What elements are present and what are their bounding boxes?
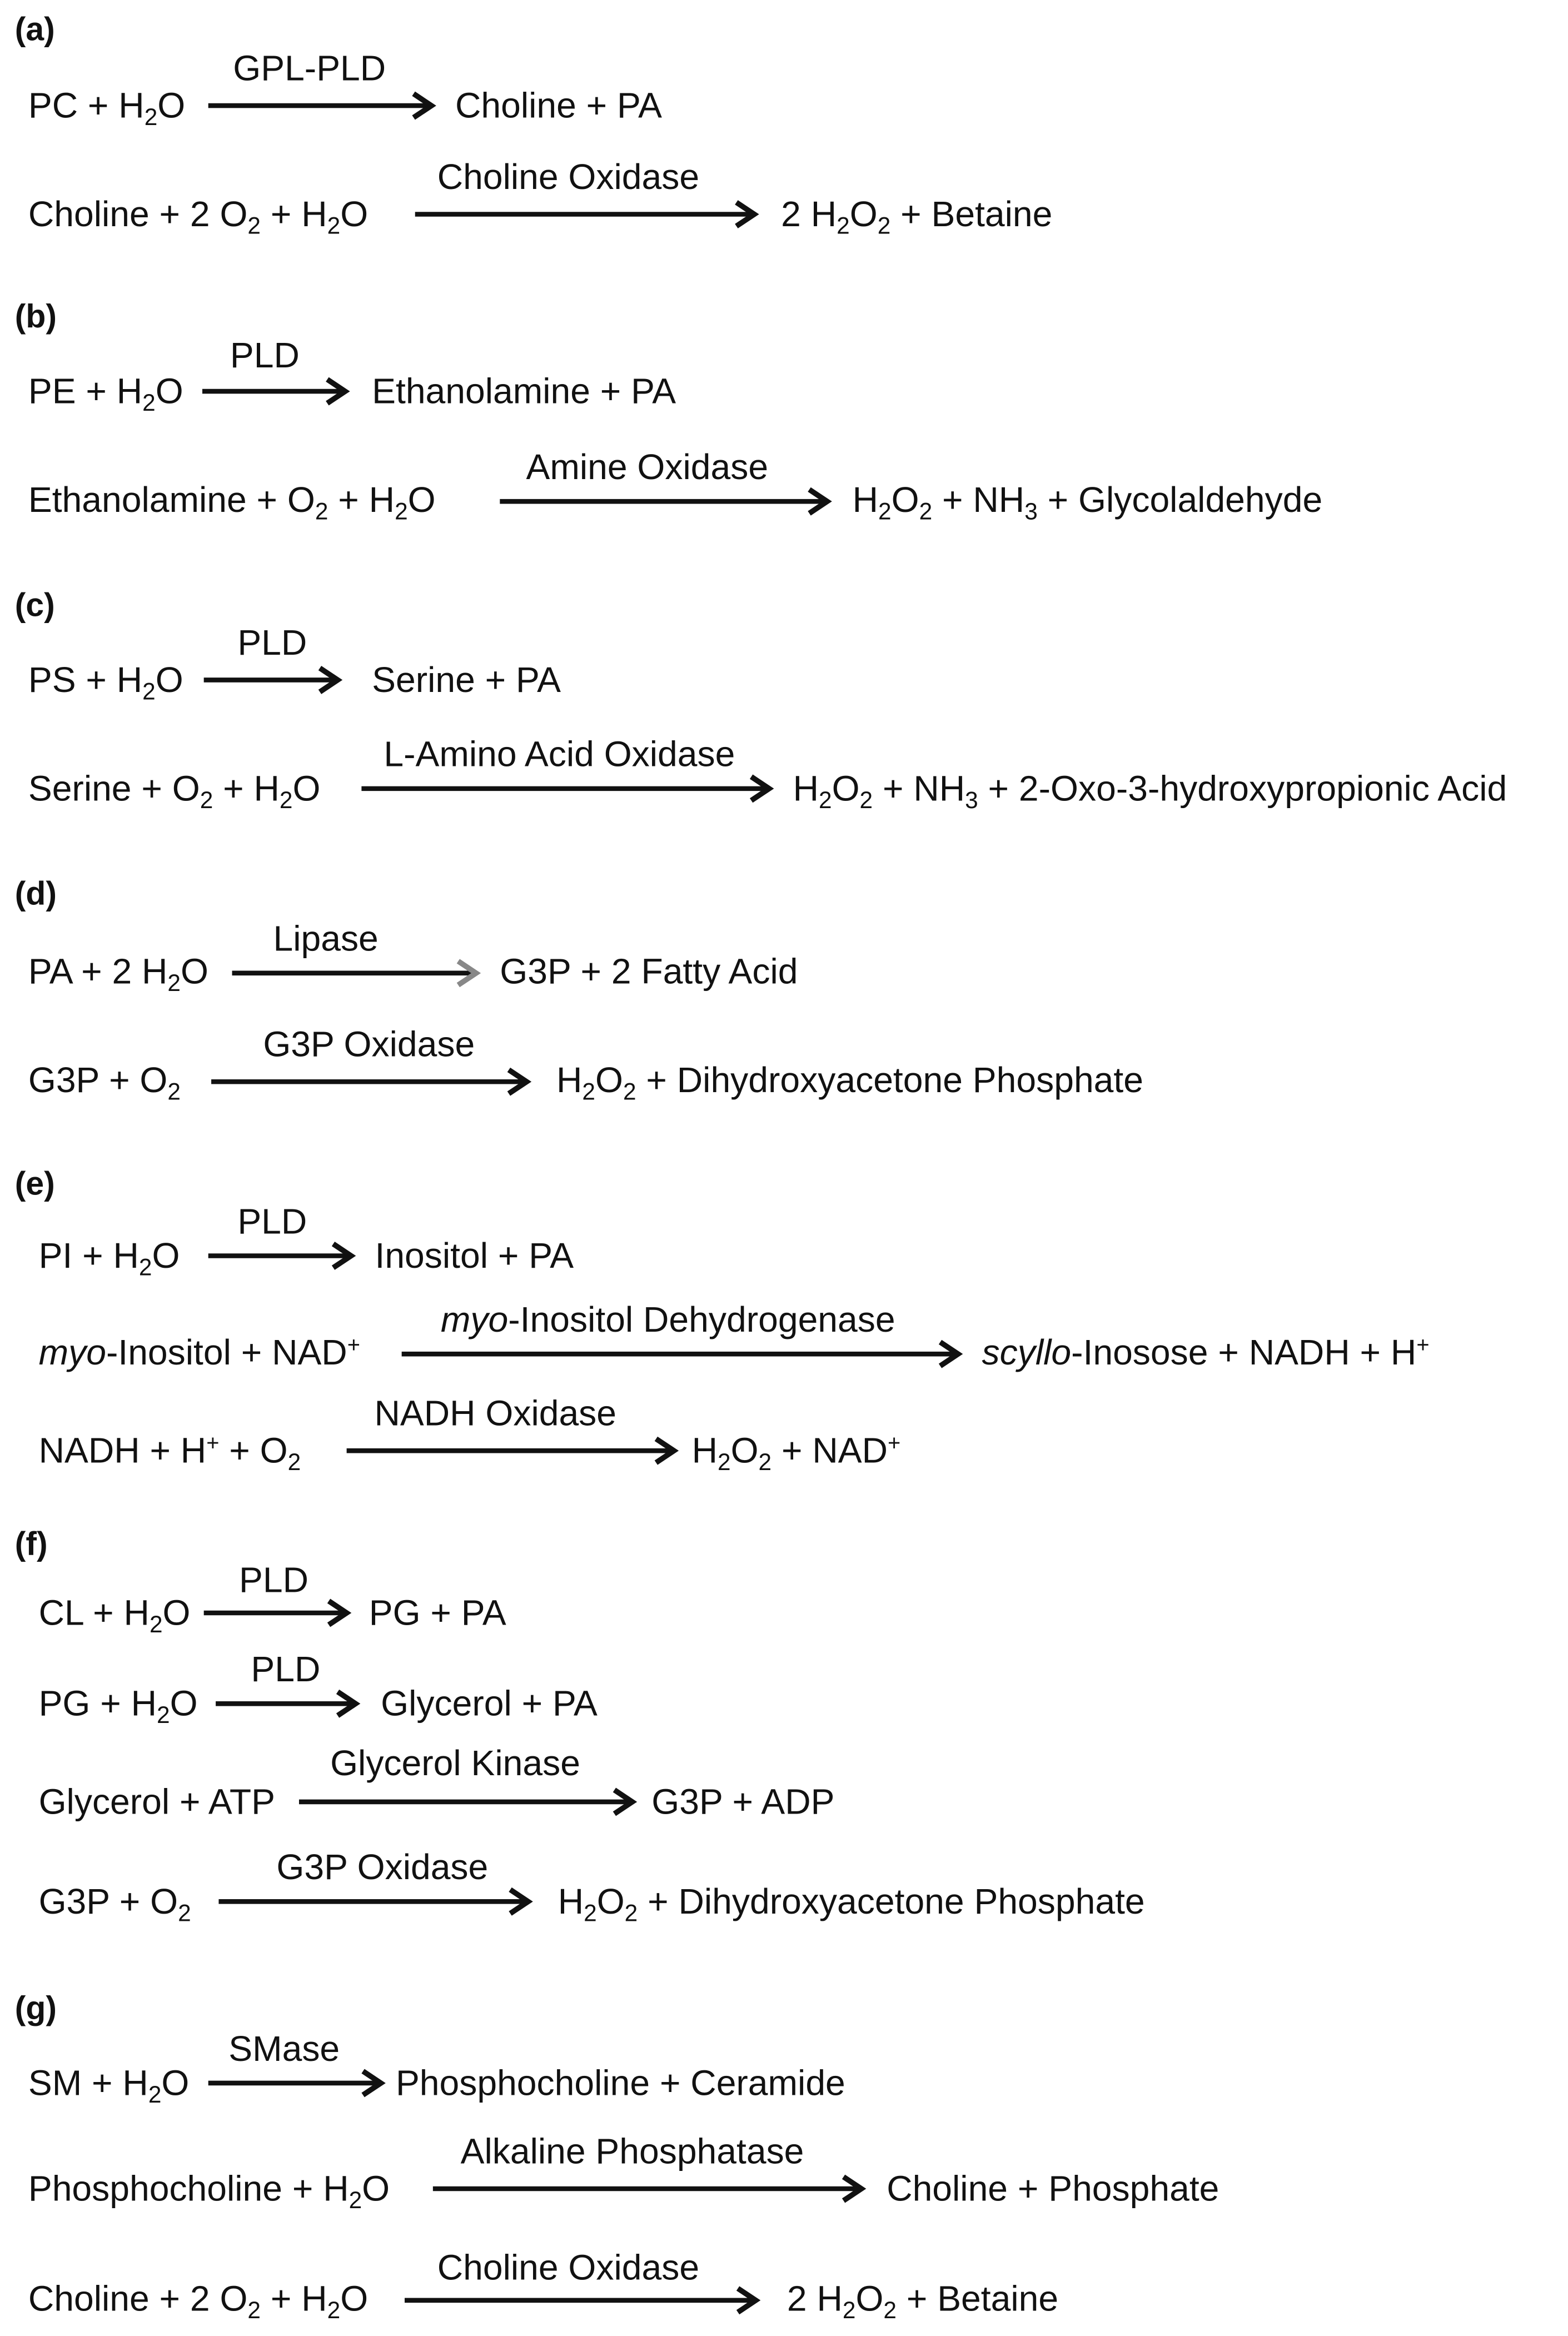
reaction-right: Choline + PA — [455, 86, 663, 127]
reaction-left: Choline + 2 $O_2 + H_2O$ — [28, 195, 369, 240]
enzyme-label: GPL-PLD — [233, 49, 386, 89]
reaction-left: Glycerol + ATP — [38, 1782, 276, 1823]
enzyme-label: L-Amino Acid Oxidase — [384, 735, 735, 775]
reaction-arrow — [208, 1241, 357, 1271]
enzyme-label: Amine Oxidase — [526, 447, 769, 489]
enzyme-label: G3P Oxidase — [276, 1847, 489, 1889]
enzyme-label: PLD — [237, 1202, 307, 1243]
reaction-right: Choline + Phosphate — [887, 2169, 1219, 2210]
reaction-left: Phosphocholine + $H_2O$ — [28, 2169, 390, 2214]
reaction-right: $H_2O_2$ + Dihydroxyacetone Phosphate — [556, 1060, 1143, 1106]
enzyme-label: PLD — [237, 623, 307, 664]
enzyme-label: NADH Oxidase — [374, 1394, 617, 1435]
reaction-right: $H_2O_2 + NAD^+$ — [691, 1431, 901, 1476]
reaction-arrow — [208, 91, 437, 121]
reaction-arrow — [202, 376, 351, 406]
reaction-right: $H_2O_2 + NH_3$ + 2-Oxo-3-hydroxypropionic Acid — [793, 769, 1507, 814]
reaction-right: Serine + PA — [372, 660, 561, 701]
reaction-arrow — [204, 665, 344, 695]
reaction-right: G3P + ADP — [651, 1782, 835, 1823]
reaction-arrow — [204, 1598, 353, 1628]
section-label-b: (b) — [14, 297, 57, 335]
reaction-left: $G3P + O_2$ — [38, 1882, 191, 1927]
reaction-arrow — [211, 1067, 532, 1097]
reaction-left: PE + $H_2O$ — [28, 372, 183, 417]
reaction-arrow — [208, 2068, 387, 2098]
reaction-right: Ethanolamine + PA — [372, 372, 676, 412]
section-label-g: (g) — [14, 1989, 57, 2027]
section-label-f: (f) — [14, 1525, 48, 1562]
reaction-right: 2 $H_2O_2$ + Betaine — [781, 195, 1053, 240]
section-label-a: (a) — [14, 10, 55, 48]
enzyme-label: G3P Oxidase — [263, 1025, 475, 1065]
enzyme-label: myo-Inositol Dehydrogenase — [440, 1300, 895, 1341]
reaction-arrow — [299, 1787, 638, 1817]
section-label-d: (d) — [14, 875, 57, 913]
enzyme-label: PLD — [238, 1561, 308, 1601]
reaction-arrow — [218, 1887, 534, 1917]
reaction-arrow — [500, 486, 833, 516]
reaction-right: Phosphocholine + Ceramide — [395, 2064, 845, 2104]
reaction-right: scyllo-Inosose + NADH + H+ — [982, 1333, 1430, 1373]
reaction-arrow — [402, 1339, 964, 1369]
reaction-arrow — [232, 958, 482, 988]
reaction-left: PG + $H_2O$ — [38, 1684, 198, 1729]
reaction-right: $H_2O_2$ + Dihydroxyacetone Phosphate — [557, 1882, 1145, 1927]
reaction-left: PA + 2 $H_2O$ — [28, 952, 208, 997]
reaction-arrow — [361, 774, 775, 804]
section-label-e: (e) — [14, 1165, 55, 1203]
reaction-right: 2 $H_2O_2$ + Betaine — [787, 2279, 1059, 2324]
enzyme-label: Lipase — [273, 919, 379, 960]
enzyme-label: Choline Oxidase — [437, 2248, 700, 2289]
reaction-right: Inositol + PA — [375, 1236, 574, 1277]
reaction-arrow — [405, 2285, 761, 2315]
reaction-right: Glycerol + PA — [381, 1684, 598, 1725]
reaction-arrow — [347, 1436, 680, 1466]
enzyme-label: Glycerol Kinase — [330, 1744, 580, 1784]
enzyme-label: PLD — [251, 1650, 321, 1691]
enzyme-label: SMase — [228, 2029, 340, 2070]
reaction-left: CL + $H_2O$ — [38, 1593, 191, 1638]
reaction-left: PC + $H_2O$ — [28, 86, 186, 131]
enzyme-label: Alkaline Phosphatase — [460, 2132, 804, 2173]
section-label-c: (c) — [14, 586, 55, 624]
reaction-left: Serine + $O_2 + H_2O$ — [28, 769, 321, 814]
reaction-left: PI + $H_2O$ — [38, 1236, 180, 1282]
reaction-right: G3P + 2 Fatty Acid — [500, 952, 798, 993]
reaction-left: NADH + $H^+ + O_2$ — [38, 1431, 301, 1476]
enzyme-label: PLD — [230, 336, 300, 377]
reaction-left: $G3P + O_2$ — [28, 1060, 181, 1106]
enzyme-label: Choline Oxidase — [437, 157, 700, 198]
reaction-left: SM + $H_2O$ — [28, 2064, 190, 2109]
reaction-left: Choline + 2 $O_2 + H_2O$ — [28, 2279, 369, 2324]
reaction-right: $H_2O_2 + NH_3$ + Glycolaldehyde — [852, 480, 1323, 526]
reaction-left: myo-Inositol + NAD+ — [38, 1333, 360, 1373]
reaction-arrow — [415, 200, 760, 230]
reaction-left: Ethanolamine + $O_2 + H_2O$ — [28, 480, 436, 526]
reaction-right: PG + PA — [369, 1593, 506, 1634]
reaction-arrow — [433, 2174, 868, 2204]
reaction-arrow — [216, 1689, 361, 1719]
reaction-left: PS + $H_2O$ — [28, 660, 183, 706]
